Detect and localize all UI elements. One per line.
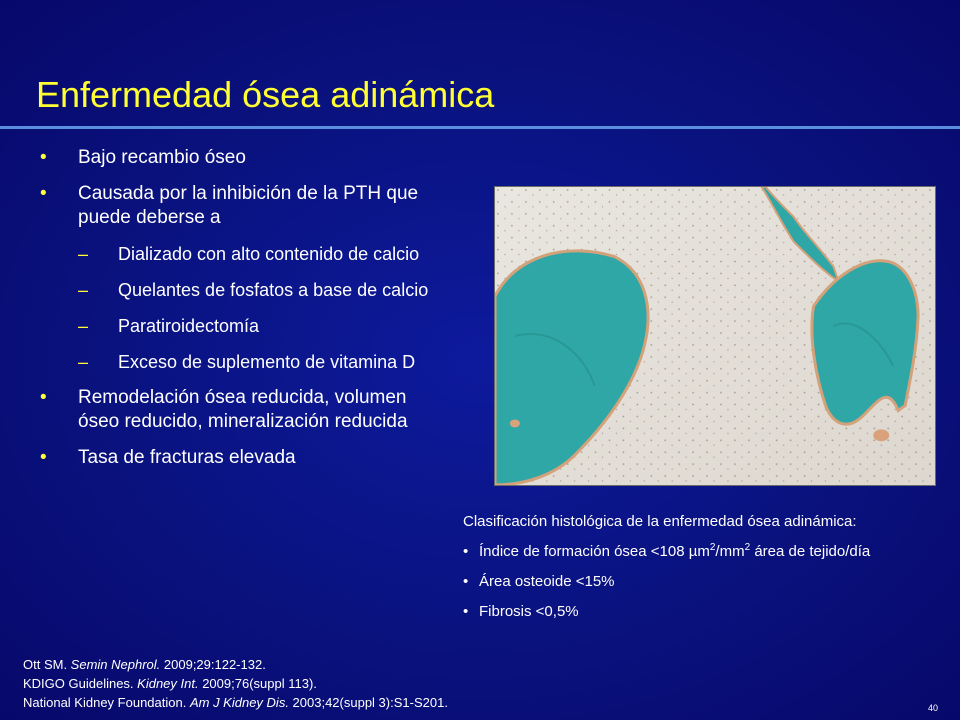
reference-author: National Kidney Foundation.: [23, 695, 190, 710]
slide-title: Enfermedad ósea adinámica: [36, 74, 495, 115]
histologic-classification: [463, 512, 958, 632]
reference-journal: Kidney Int.: [137, 676, 199, 691]
unit-suffix-text: área de tejido/día: [750, 543, 871, 560]
classification-item-text: Fibrosis <0,5%: [479, 603, 579, 620]
bullet-mark: •: [463, 603, 469, 620]
reference-journal: Am J Kidney Dis.: [189, 695, 289, 710]
sub-bullet-item: [40, 278, 430, 302]
reference-author: Ott SM.: [23, 657, 71, 672]
bullet-mark: •: [463, 543, 469, 560]
sub-bullet-item: [40, 242, 430, 266]
reference-line: [23, 674, 448, 693]
reference-line: [23, 655, 448, 674]
bullet-text: Bajo recambio óseo: [78, 147, 246, 168]
sub-bullet-text: Dializado con alto contenido de calcio: [118, 244, 420, 264]
references: [23, 655, 448, 712]
bone-histology-illustration: [495, 187, 935, 485]
histology-image: [494, 186, 936, 486]
reference-journal: Semin Nephrol.: [70, 657, 161, 672]
bullet-item: [40, 182, 430, 230]
bullet-item: [40, 386, 430, 434]
sub-bullet-item: [40, 314, 430, 338]
classification-heading: Clasificación histológica de la enfermedad ósea adinámica:: [463, 513, 857, 530]
formation-rate-text: Índice de formación ósea <108 µm: [479, 543, 710, 560]
dash-mark: –: [78, 352, 89, 372]
sub-bullet-text: Exceso de suplemento de vitamina D: [118, 352, 416, 372]
classification-item: [463, 572, 958, 591]
reference-line: [23, 693, 448, 712]
bullet-text: Causada por la inhibición de la PTH que puede deberse a: [78, 183, 419, 228]
bullet-item: [40, 446, 430, 470]
reference-citation: 2009;76(suppl 113).: [198, 676, 317, 691]
bullet-item: [40, 146, 430, 170]
dash-mark: –: [78, 316, 89, 336]
unit-text: /mm: [715, 543, 745, 560]
sub-bullet-text: Paratiroidectomía: [118, 316, 260, 336]
reference-citation: 2003;42(suppl 3):S1-S201.: [288, 695, 448, 710]
title-divider: [0, 126, 960, 129]
bullet-mark: •: [463, 573, 469, 590]
classification-item: [463, 542, 958, 561]
main-bullet-list: [40, 146, 430, 482]
bullet-mark: •: [40, 447, 47, 468]
bullet-mark: •: [40, 147, 47, 168]
bullet-text: Tasa de fracturas elevada: [78, 447, 296, 468]
dash-mark: –: [78, 280, 89, 300]
bullet-mark: •: [40, 183, 47, 204]
classification-item-text: Área osteoide <15%: [479, 573, 615, 590]
reference-author: KDIGO Guidelines.: [23, 676, 138, 691]
sub-bullet-text: Quelantes de fosfatos a base de calcio: [118, 280, 429, 300]
reference-citation: 2009;29:122-132.: [160, 657, 266, 672]
dash-mark: –: [78, 244, 89, 264]
classification-item: [463, 602, 958, 621]
bullet-text: Remodelación ósea reducida, volumen óseo reducido, mineralización reducida: [78, 387, 408, 432]
bullet-mark: •: [40, 387, 47, 408]
sub-bullet-item: [40, 350, 430, 374]
exponent: 2: [744, 542, 751, 553]
classification-item-text: [479, 542, 870, 561]
exponent: 2: [709, 542, 716, 553]
page-number: 40: [928, 703, 939, 713]
